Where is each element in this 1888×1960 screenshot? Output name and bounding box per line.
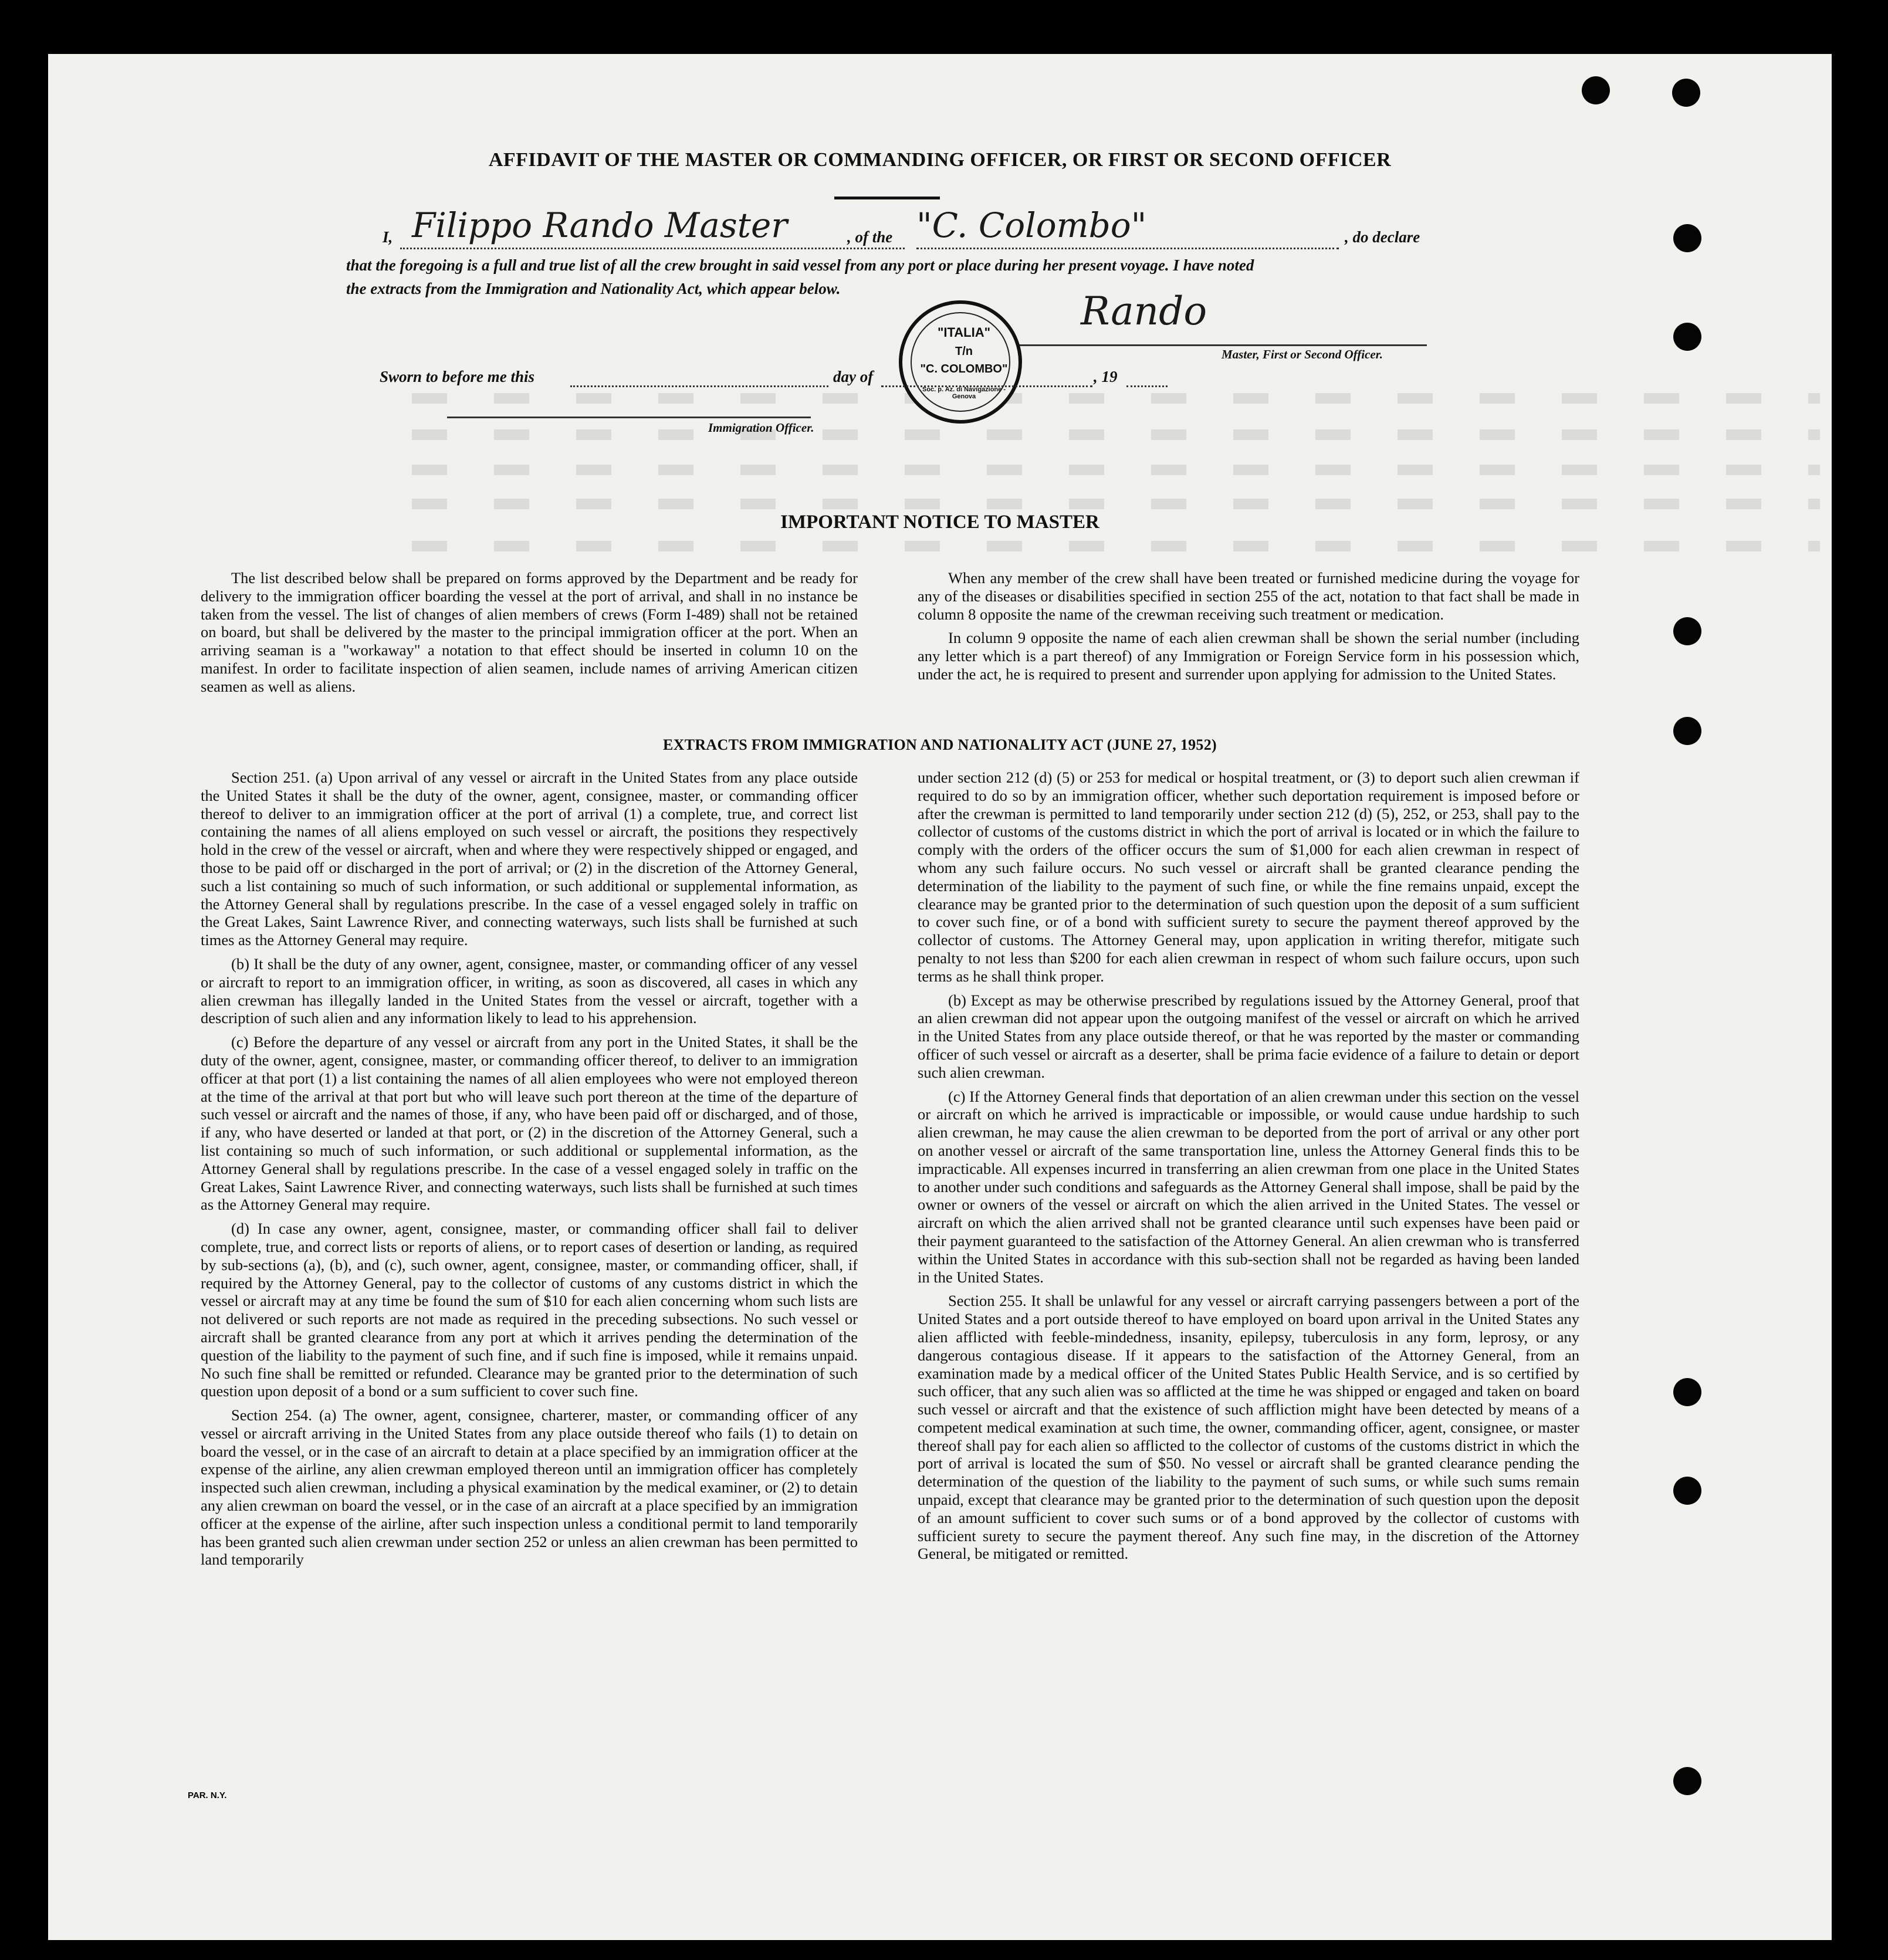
extracts-right-column: [918, 769, 1579, 1569]
binder-hole: [1673, 224, 1701, 252]
handwritten-vessel-name: "C. Colombo": [916, 205, 1147, 245]
binder-hole: [1582, 76, 1610, 104]
binder-hole: [1673, 323, 1701, 351]
immigration-officer-line: [447, 417, 811, 418]
binder-hole: [1672, 79, 1700, 107]
day-of-label: day of: [833, 368, 874, 385]
vessel-field-line: [916, 248, 1339, 249]
section-254a-cont: under section 212 (d) (5) or 253 for medical or hospital treatment, or (3) to deport such alien crewman if required to do so by an immigration officer, whether such deportation requirement is imposed before or after the crewman is permitted to land temporarily under section 212 (d) (5), 252, or 253, shall pay to the collector of customs of the customs district in which the port of arrival is located or in which the failure to comply with the orders of the officer occurs the sum of $1,000 for each alien crewman in respect of whom any such failure occurs. No such vessel or aircraft shall be granted clearance pending the determination of the liability to the payment of such fine, or while the fine remains unpaid, except the clearance may be granted prior to the determination of such question upon the deposit of a sum sufficient to cover such fine, or of a bond with sufficient surety to secure the payment thereof approved by the collector of customs. The Attorney General may, upon application in writing therefor, mitigate such penalty to not less than $200 for each alien crewman in respect of whom such failure occurs, upon such terms as he shall think proper.: [918, 769, 1579, 985]
stamp-ship-text: "C. COLOMBO": [920, 363, 1008, 375]
of-the-label: , of the: [847, 228, 893, 246]
year-label: , 19: [1094, 368, 1118, 385]
sworn-label: Sworn to before me this: [380, 368, 535, 385]
affidavit-title: AFFIDAVIT OF THE MASTER OR COMMANDING OFFICER, OR FIRST OR SECOND OFFICER: [488, 149, 1392, 171]
bleed-through-row: [412, 465, 1820, 475]
notice-left-column: [201, 569, 858, 702]
title-rule: [834, 197, 940, 199]
handwritten-signature: Rando: [1081, 289, 1207, 334]
extracts-heading: EXTRACTS FROM IMMIGRATION AND NATIONALITY ACT (JUNE 27, 1952): [662, 736, 1217, 753]
sworn-date-line: [570, 385, 828, 387]
name-field-line: [400, 248, 905, 249]
notice-paragraph: When any member of the crew shall have been treated or furnished medicine during the voyage for any of the diseases or disabilities specified in section 255 of the act, notation to that fact shall be made in column 8 opposite the name of the crewman receiving such treatment or medication.: [918, 569, 1579, 623]
section-251a: Section 251. (a) Upon arrival of any vessel or aircraft in the United States from any place outside the United States it shall be the duty of the owner, agent, consignee, master, or commanding officer thereof to deliver to an immigration officer at the port of arrival (1) a complete, true, and correct list containing the names of all aliens employed on such vessel or aircraft, the positions they respectively hold in the crew of the vessel or aircraft, when and where they were respectively shipped or engaged, and those to be paid off or discharged in the port of arrival; or (2) in the discretion of the Attorney General, such a list containing so much of such information, or such additional or supplemental information, as the Attorney General shall by regulations prescribe. In the case of a vessel engaged solely in traffic on the Great Lakes, Saint Lawrence River, and connecting waterways, such lists shall be furnished at such times as the Attorney General may require.: [201, 769, 858, 949]
bleed-through-row: [412, 499, 1820, 509]
binder-hole: [1673, 617, 1701, 645]
section-255: Section 255. It shall be unlawful for any vessel or aircraft carrying passengers between a port of the United States and a port outside thereof to have employed on board upon arrival in the United States any alien afflicted with feeble-mindedness, insanity, epilepsy, tuberculosis in any form, leprosy, or any dangerous contagious disease. If it appears to the satisfaction of the Attorney General, from an examination made by a medical officer of the United States Public Health Service, and is so certified by such officer, that any such alien was so afflicted at the time he was shipped or engaged and taken on board such vessel or aircraft and that the existence of such affliction might have been detected by means of a competent medical examination at such time, the owner, commanding officer, agent, consignee, or master thereof shall pay for each alien so afflicted to the collector of customs of the customs district in which the port of arrival is located the sum of $50. No vessel or aircraft shall be granted clearance pending the determination of the question of the liability to the payment of such sums, or while such sums remain unpaid, except that clearance may be granted prior to the determination of such question upon the deposit of an amount sufficient to cover such sums or of a bond approved by the collector of customs with sufficient surety to secure the payment thereof. Any such fine may, in the discretion of the Attorney General, be mitigated or remitted.: [918, 1292, 1579, 1563]
section-254b: (b) Except as may be otherwise prescribed by regulations issued by the Attorney General, proof that an alien crewman did not appear upon the outgoing manifest of the vessel or aircraft on which he arrived in the United States from any place outside thereof, or that he was reported by the master or commanding officer of such vessel or aircraft as a deserter, shall be prima facie evidence of a failure to detain or deport such alien crewman.: [918, 991, 1579, 1081]
notice-right-column: [918, 569, 1579, 689]
section-254a: Section 254. (a) The owner, agent, consignee, charterer, master, or commanding officer of any vessel or aircraft arriving in the United States from any place outside thereof who fails (1) to detain on board the vessel, or in the case of an aircraft to detain at a place specified by an immigration officer at the expense of the airline, any alien crewman employed thereon until an immigration officer has completely inspected such alien crewman, including a physical examination by the medical examiner, or (2) to detain any alien crewman on board the vessel, or in the case of an aircraft at a place specified by an immigration officer at the expense of the airline, after such inspection unless a conditional permit to land temporarily has been granted such alien crewman under section 252 or unless an alien crewman has been permitted to land temporarily: [201, 1406, 858, 1569]
binder-hole: [1673, 1767, 1701, 1795]
document-page: [48, 54, 1832, 1940]
signature-line: [1016, 344, 1427, 346]
bleed-through-row: [412, 393, 1820, 404]
ship-stamp: [899, 300, 1022, 424]
sworn-month-line: [881, 385, 1092, 387]
notice-paragraph: In column 9 opposite the name of each alien crewman shall be shown the serial number (including any letter which is a part thereof) of any Immigration or Foreign Service form in his possession which, under the act, he is required to present and surrender upon applying for admission to the United States.: [918, 629, 1579, 683]
binder-hole: [1673, 1477, 1701, 1505]
do-declare-label: , do declare: [1345, 228, 1420, 246]
section-251d: (d) In case any owner, agent, consignee, master, or commanding officer shall fail to deliver complete, true, and correct lists or reports of aliens, or to report cases of desertion or landing, as required by sub-sections (a), (b), and (c), such owner, agent, consignee, master, or commanding officer, shall, if required by the Attorney General, pay to the collector of customs of any customs district in which the vessel or aircraft may at any time be found the sum of $10 for each alien concerning whom such lists are not delivered or such reports are not made as required in the preceding subsections. No such vessel or aircraft shall be granted clearance from any port at which it arrives pending the determination of the question of the liability to the payment of such fine, and if such fine is imposed, while it remains unpaid. No such fine shall be remitted or refunded. Clearance may be granted prior to the determination of such question upon deposit of a bond or a sum sufficient to cover such fine.: [201, 1220, 858, 1400]
bleed-through-row: [412, 429, 1820, 440]
stamp-top-text: "ITALIA": [937, 325, 991, 340]
stamp-side-text: Soc. p. Az. di Navigazione - Genova: [922, 386, 1006, 400]
sworn-year-line: [1126, 385, 1168, 387]
handwritten-master-name: Filippo Rando Master: [412, 205, 788, 245]
declaration-text-line2: the extracts from the Immigration and Nationality Act, which appear below.: [346, 280, 841, 297]
bleed-through-row: [412, 541, 1820, 551]
stamp-middle-text: T/n: [955, 345, 973, 358]
section-251b: (b) It shall be the duty of any owner, agent, consignee, master, or commanding officer of any vessel or aircraft to report to an immigration officer, in writing, as soon as discovered, all cases in which any alien crewman has illegally landed in the United States from the vessel or aircraft, together with a description of such alien and any information likely to lead to his apprehension.: [201, 954, 858, 1027]
signature-caption: Master, First or Second Officer.: [1222, 347, 1383, 361]
print-code: PAR. N.Y.: [188, 1790, 227, 1800]
notice-paragraph: The list described below shall be prepared on forms approved by the Department and be ready for delivery to the immigration officer boarding the vessel at the port of arrival, and shall in no instance be taken from the vessel. The list of changes of alien members of crews (Form I-489) shall not be retained on board, but shall be delivered by the master to the principal immigration officer at the port. When an arriving seaman is a "workaway" a notation to that effect should be inserted in column 10 on the manifest. In order to facilitate inspection of alien seamen, include names of arriving American citizen seamen as well as aliens.: [201, 569, 858, 695]
section-254c: (c) If the Attorney General finds that deportation of an alien crewman under this section on the vessel or aircraft on which he arrived is impracticable or impossible, or would cause undue hardship to such alien crewman, he may cause the alien crewman to be deported from the port of arrival or any other port on another vessel or aircraft of the same transportation line, unless the Attorney General finds this to be impracticable. All expenses incurred in transferring an alien crewman from one place in the United States to another under such conditions and safeguards as the Attorney General shall impose, shall be paid by the owner or owners of the vessel or aircraft on which the alien arrived in the United States. The vessel or aircraft on which the alien arrived shall not be granted clearance until such expenses have been paid or their payment guaranteed to the satisfaction of the Attorney General. An alien crewman who is transferred within the United States in accordance with this sub-section shall not be regarded as having been landed in the United States.: [918, 1087, 1579, 1286]
declaration-text-line1: that the foregoing is a full and true list of all the crew brought in said vessel from any port or place during her present voyage. I have noted: [346, 256, 1254, 274]
binder-hole: [1673, 1378, 1701, 1406]
extracts-left-column: [201, 769, 858, 1575]
section-251c: (c) Before the departure of any vessel or aircraft from any port in the United States, it shall be the duty of the owner, agent, consignee, master, or commanding officer thereof, to deliver to an immigration officer at that port (1) a list containing the names of all alien employees who were not employed thereon at the time of the arrival at that port but who will leave such port thereon at the time of the departure of such vessel or aircraft and the names of those, if any, who have been paid off or discharged, and of those, if any, who have deserted or landed at that port, or (2) in the discretion of the Attorney General, such a list containing so much of such information, or such additional or supplemental information, as the Attorney General shall by regulations prescribe. In the case of a vessel engaged solely in traffic on the Great Lakes, Saint Lawrence River, and connecting waterways, such lists shall be furnished at such times as the Attorney General may require.: [201, 1033, 858, 1214]
immigration-officer-caption: Immigration Officer.: [708, 421, 814, 435]
i-label: I,: [383, 228, 393, 246]
notice-heading: IMPORTANT NOTICE TO MASTER: [780, 512, 1099, 533]
